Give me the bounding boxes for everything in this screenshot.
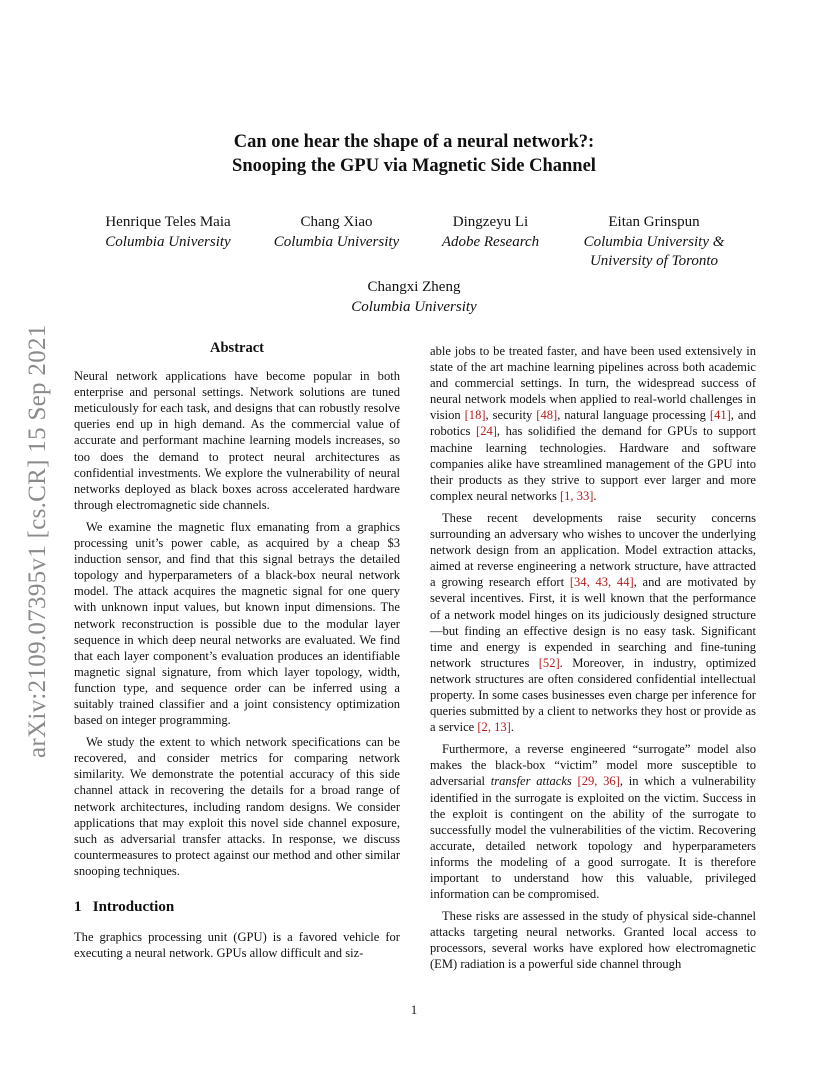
citation-link[interactable]: [29, 36] [577, 774, 620, 789]
author-block [566, 213, 742, 272]
author-name: Dingzeyu Li [452, 214, 529, 230]
abstract-paragraph: We study the extent to which network specifications can be recovered, and consider metrics for comparing network similarity. We demonstrate the potential accuracy of this side channel attack in recovering the details for a broad range of network architectures, including random designs. We consider applications that may exploit this novel side channel exposure, such as adversarial transfer attacks. In response, we discuss countermeasures to protect against our method and other similar snooping techniques. [74, 735, 400, 878]
intro-paragraph: These risks are assessed in the study of physical side-channel attacks targeting neural networks. Granted local access to processors, several works have explored how electromagnetic (EM) radiation is a powerful side channel through [430, 909, 756, 972]
author-affiliation: Columbia University [351, 298, 477, 315]
intro-paragraph: Furthermore, a reverse engineered “surrogate” model also makes the black-box “victim” model more susceptible to adversarial transfer attacks [29, 36], in which a vulnerability identified in the surrogate is exploited on the victim. Success in the exploit is contingent on the ability of the surrogate to successfully model the vulnerabilities of the victim. Recovering accurate, detailed network topology and hyperparameters informs the modeling of a good surrogate. It is therefore important to understand how this valuable, privileged information can be compromised. [430, 742, 756, 902]
page-number: 1 [410, 1003, 418, 1017]
right-column [430, 343, 756, 979]
author-block [88, 213, 248, 252]
author-affiliation-2: University of Toronto [589, 253, 719, 269]
citation-link[interactable]: [52] [538, 655, 560, 670]
citation-link[interactable]: [24] [476, 424, 497, 439]
emphasis-text: transfer attacks [490, 774, 572, 789]
section-number: 1 [74, 899, 82, 915]
section-heading-introduction [74, 899, 400, 915]
citation-link[interactable]: [48] [536, 408, 558, 423]
abstract-paragraph: We examine the magnetic flux emanating from a graphics processing unit’s power cable, as acquired by a cheap $3 induction sensor, and find that this signal betrays the detailed topology and hyperparameters of a black-box neural network model. The attack acquires the magnetic signal for one query with unknown input values, but known input dimensions. The network reconstruction is possible due to the modular layer sequence in which deep neural networks are evaluated. We find that each layer component’s evaluation produces an identifiable magnetic signal signature, from which layer topology, width, function type, and sequence order can be inferred using a suitably trained classifier and a joint consistency optimization based on integer programming. [74, 519, 400, 728]
author-affiliation: Columbia University & [583, 233, 725, 250]
arxiv-stamp: arXiv:2109.07395v1 [cs.CR] 15 Sep 2021 [24, 324, 51, 758]
author-affiliation: Columbia University [273, 233, 400, 250]
abstract-heading: Abstract [210, 340, 264, 356]
section-title: Introduction [92, 899, 175, 915]
author-affiliation: Adobe Research [441, 233, 540, 250]
paper-title [0, 130, 828, 178]
title-line-2: Snooping the GPU via Magnetic Side Channel [232, 156, 596, 176]
citation-link[interactable]: [2, 13] [477, 720, 511, 735]
citation-link[interactable]: [18] [464, 408, 486, 423]
intro-paragraph: able jobs to be treated faster, and have been used extensively in state of the art machine learning pipelines across both academic and commercial settings. In turn, the widespread success of neural network models when applied to real-world challenges in vision [18], security [48], natural language processing [41], and robotics [24], has solidified the demand for GPUs to support machine learning technologies. Hardware and software companies alike have streamlined management of the GPU into their products as they strive to support ever larger and more complex neural networks [1, 33]. [430, 344, 756, 503]
left-column [74, 340, 400, 967]
author-name: Chang Xiao [300, 214, 373, 230]
author-name: Eitan Grinspun [608, 214, 700, 230]
intro-paragraph: These recent developments raise security concerns surrounding an adversary who wishes to uncover the underlying network design from an application. Model extraction attacks, aimed at reverse engineering a network structure, have attracted a growing research effort [34, 43, 44], and are motivated by several incentives. First, it is well known that the performance of a network model hinges on its judiciously designed structure—but finding an effective design is no easy task. Significant time and energy is expended in searching and fine-tuning network structures [52]. Moreover, in industry, optimized network structures are often considered confidential intellectual property. In some cases businesses even charge per inference for queries submitted by a client to networks they host or provide as a service [2, 13]. [430, 510, 756, 735]
author-block [428, 213, 553, 252]
title-line-1: Can one hear the shape of a neural network?: [233, 132, 595, 152]
abstract-paragraph: Neural network applications have become popular in both enterprise and personal settings. Network solutions are tuned meticulously for each task, and designs that can robustly resolve queries end up in high demand. As the commercial value of accurate and performant machine learning models increases, so too does the demand to protect neural architectures as confidential investments. We explore the vulnerability of neural networks deployed as black boxes across accelerated hardware through electromagnetic side channels. [74, 369, 400, 512]
citation-link[interactable]: [41] [709, 408, 731, 423]
citation-link[interactable]: [1, 33] [559, 488, 594, 503]
author-block [259, 213, 414, 252]
author-name: Henrique Teles Maia [105, 214, 231, 230]
intro-paragraph: The graphics processing unit (GPU) is a favored vehicle for executing a neural network. GPUs allow difficult and siz- [74, 930, 400, 961]
author-name: Changxi Zheng [367, 279, 461, 295]
citation-link[interactable]: [34, 43, 44] [569, 575, 634, 590]
author-block [314, 278, 514, 317]
author-affiliation: Columbia University [105, 233, 231, 250]
